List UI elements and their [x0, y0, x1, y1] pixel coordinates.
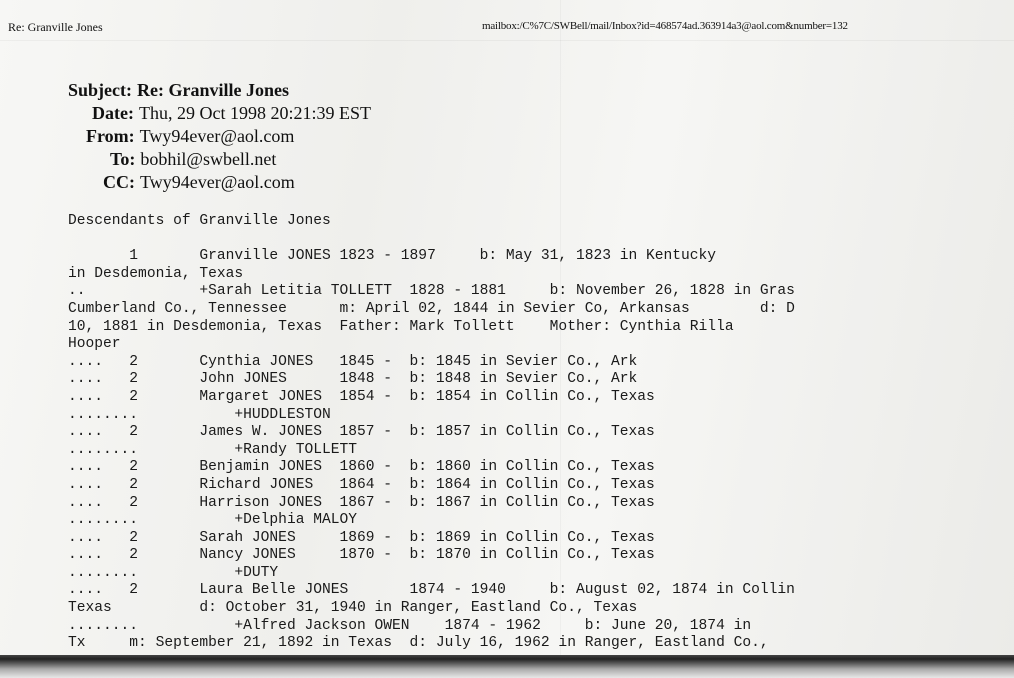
body-line: .... 2 Richard JONES 1864 - b: 1864 in Collin Co., Texas	[68, 476, 655, 493]
paper-crease	[0, 40, 1014, 41]
message-body	[68, 213, 795, 653]
scan-edge-shadow	[0, 655, 1014, 678]
cc-value: Twy94ever@aol.com	[140, 172, 295, 192]
body-line: 1 Granville JONES 1823 - 1897 b: May 31, 1823 in Kentucky	[68, 248, 717, 265]
body-line: .... 2 Cynthia JONES 1845 - b: 1845 in Sevier Co., Ark	[68, 353, 638, 370]
body-line: .... 2 Benjamin JONES 1860 - b: 1860 in Collin Co., Texas	[68, 459, 655, 476]
print-header-url: mailbox:/C%7C/SWBell/mail/Inbox?id=468574ad.363914a3@aol.com&number=132	[482, 20, 848, 32]
subject-value: Re: Granville Jones	[137, 80, 289, 100]
body-line: ........ +Randy TOLLETT	[68, 441, 358, 458]
body-line: ........ +HUDDLESTON	[68, 406, 331, 423]
body-line: Descendants of Granville Jones	[68, 213, 331, 229]
body-line: Texas d: October 31, 1940 in Ranger, Eastland Co., Texas	[68, 600, 638, 617]
body-line	[68, 231, 795, 249]
from-row	[86, 126, 294, 147]
body-line: .... 2 James W. JONES 1857 - b: 1857 in Collin Co., Texas	[68, 424, 655, 441]
subject-label: Subject:	[68, 80, 132, 100]
body-line: ........ +Alfred Jackson OWEN 1874 - 1962 b: June 20, 1874 in	[68, 617, 752, 634]
cc-label: CC:	[103, 172, 135, 192]
body-line: .. +Sarah Letitia TOLLETT 1828 - 1881 b: November 26, 1828 in Gras	[68, 283, 795, 300]
body-line: .... 2 Harrison JONES 1867 - b: 1867 in Collin Co., Texas	[68, 494, 655, 511]
date-value: Thu, 29 Oct 1998 20:21:39 EST	[138, 103, 371, 123]
to-value: bobhil@swbell.net	[140, 149, 277, 169]
subject-row	[68, 80, 289, 101]
body-line: .... 2 Nancy JONES 1870 - b: 1870 in Collin Co., Texas	[68, 547, 655, 564]
date-label: Date:	[92, 103, 134, 123]
print-header-title: Re: Granville Jones	[8, 20, 103, 34]
from-label: From:	[86, 126, 135, 146]
date-row	[92, 103, 371, 124]
body-line: in Desdemonia, Texas	[68, 265, 244, 282]
body-line: .... 2 Sarah JONES 1869 - b: 1869 in Collin Co., Texas	[68, 529, 655, 546]
from-value: Twy94ever@aol.com	[139, 126, 295, 146]
to-row	[110, 149, 276, 170]
body-line: Hooper	[68, 336, 121, 353]
body-line: .... 2 Margaret JONES 1854 - b: 1854 in Collin Co., Texas	[68, 388, 655, 405]
body-line: .... 2 Laura Belle JONES 1874 - 1940 b: August 02, 1874 in Collin	[68, 582, 795, 599]
body-line: 10, 1881 in Desdemonia, Texas Father: Mark Tollett Mother: Cynthia Rilla	[68, 318, 734, 335]
to-label: To:	[110, 149, 136, 169]
body-line: Cumberland Co., Tennessee m: April 02, 1844 in Sevier Co, Arkansas d: D	[68, 300, 795, 317]
body-line: Tx m: September 21, 1892 in Texas d: July 16, 1962 in Ranger, Eastland Co.,	[68, 635, 769, 652]
cc-row	[103, 172, 295, 193]
body-line: ........ +DUTY	[68, 564, 279, 581]
body-line: .... 2 John JONES 1848 - b: 1848 in Sevier Co., Ark	[68, 371, 638, 388]
body-line: ........ +Delphia MALOY	[68, 512, 358, 529]
